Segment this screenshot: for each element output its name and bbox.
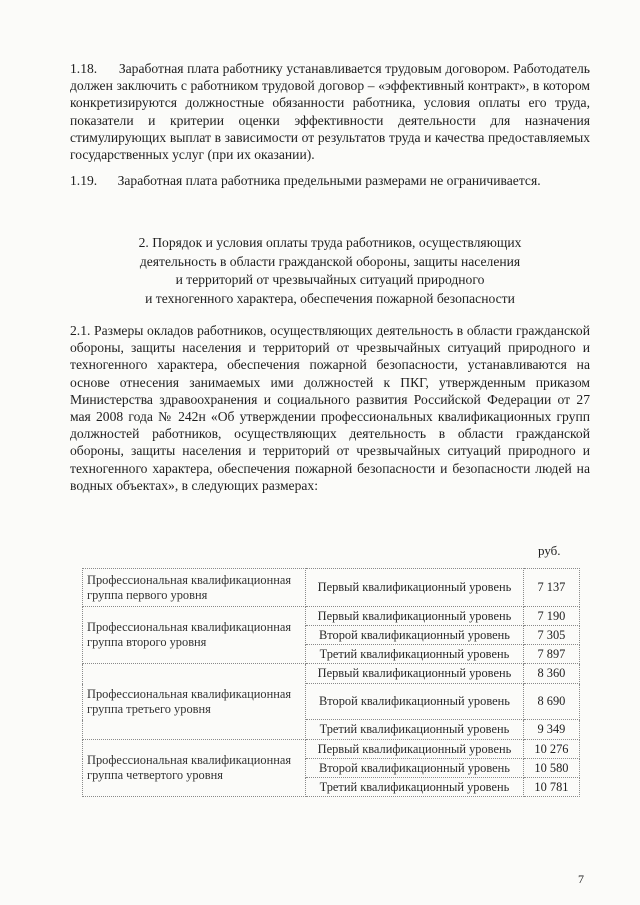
heading-line: 2. Порядок и условия оплаты труда работников, осуществляющих (138, 235, 522, 250)
salary-value-cell: 8 360 (523, 664, 579, 684)
group-name-cell: Профессиональная квалификационная группа первого уровня (83, 569, 306, 607)
qualification-level-cell: Первый квалификационный уровень (306, 664, 524, 684)
qualification-level-cell: Третий квалификационный уровень (306, 720, 524, 740)
currency-unit: руб. (538, 543, 561, 558)
salary-value-cell: 10 276 (523, 740, 579, 759)
table-row (83, 740, 580, 759)
salary-value-cell: 7 305 (523, 626, 579, 645)
qualification-level-cell: Первый квалификационный уровень (306, 607, 524, 626)
heading-line: и техногенного характера, обеспечения пожарной безопасности (145, 290, 515, 306)
qualification-level-cell: Второй квалификационный уровень (306, 684, 524, 720)
qualification-level-cell: Первый квалификационный уровень (306, 569, 524, 607)
group-name-cell: Профессиональная квалификационная группа второго уровня (83, 607, 306, 664)
paragraph-1-19: 1.19. Заработная плата работника предельными размерами не ограничивается. (70, 173, 541, 188)
heading-line: и территорий от чрезвычайных ситуаций природного (175, 272, 485, 287)
group-name-cell: Профессиональная квалификационная группа третьего уровня (83, 664, 306, 740)
qualification-level-cell: Второй квалификационный уровень (306, 626, 524, 645)
group-name-cell: Профессиональная квалификационная группа четвертого уровня (83, 740, 306, 797)
table-row (83, 664, 580, 684)
qualification-level-cell: Третий квалификационный уровень (306, 645, 524, 664)
qualification-level-cell: Второй квалификационный уровень (306, 759, 524, 778)
salary-table (82, 568, 580, 797)
section-2-heading (70, 234, 590, 308)
salary-value-cell: 10 580 (523, 759, 579, 778)
salary-value-cell: 9 349 (523, 720, 579, 740)
qualification-level-cell: Первый квалификационный уровень (306, 740, 524, 759)
table-row (83, 569, 580, 607)
salary-value-cell: 7 137 (523, 569, 579, 607)
heading-line: деятельность в области гражданской обороны, защиты населения (139, 253, 521, 269)
paragraph-2-1: 2.1. Размеры окладов работников, осуществляющих деятельность в области гражданской обороны, защиты населения и территорий от чрезвычайных ситуаций природного и техногенного характера, обеспечения пожарной безопасности, устанавливаются на основе отнесения занимаемых ими должностей к ПКГ, утвержденным приказом Министерства здравоохранения и социального развития Российской Федерации от 27 мая 2008 года № 242н «Об утверждении профессиональных квалификационных групп должностей работников, осуществляющих деятельность в области гражданской обороны, защиты населения и территорий от чрезвычайных ситуаций природного и техногенного характера, обеспечения пожарной безопасности и безопасности людей на водных объектах», в следующих размерах: (70, 323, 590, 493)
salary-value-cell: 7 190 (523, 607, 579, 626)
paragraph-1-18: 1.18. Заработная плата работнику устанавливается трудовым договором. Работодатель должен заключить с работником трудовой договор – «эффективный контракт», в котором конкретизируются должностные обязанности работника, условия оплаты его труда, показатели и критерии оценки эффективности деятельности для назначения стимулирующих выплат в зависимости от результатов труда и качества предоставляемых государственных услуг (при их оказании). (70, 61, 590, 163)
salary-value-cell: 10 781 (523, 778, 579, 797)
page-number: 7 (578, 872, 584, 886)
salary-value-cell: 7 897 (523, 645, 579, 664)
table-row (83, 607, 580, 626)
salary-value-cell: 8 690 (523, 684, 579, 720)
qualification-level-cell: Третий квалификационный уровень (306, 778, 524, 797)
